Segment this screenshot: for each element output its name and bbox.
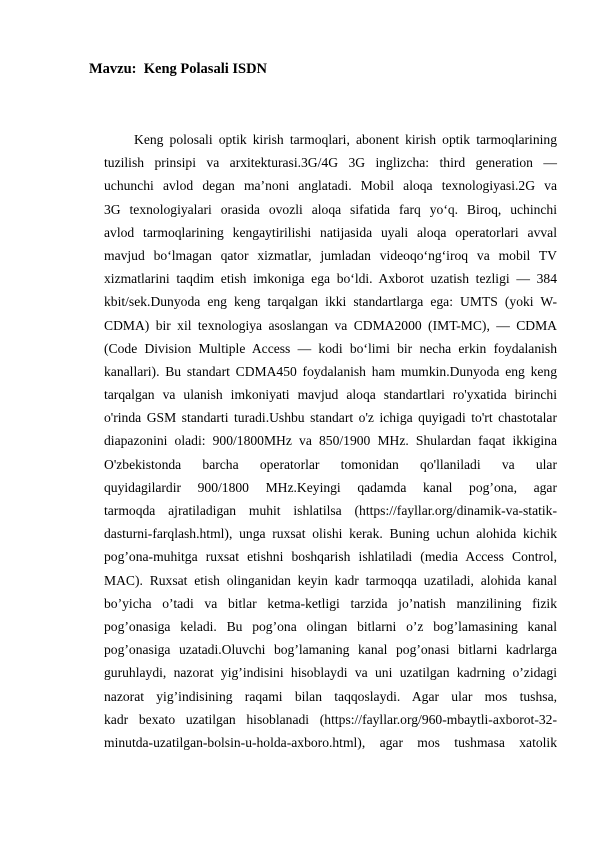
paragraph-line: nazorat yig’indisining raqami bilan taqqoslaydi. Agar ular mos tushsa,	[104, 688, 557, 704]
paragraph-line: pog’onasiga uzatadi.Oluvchi bog’lamaning kanal pog’onasi bitlarni kadrlarga	[104, 642, 557, 658]
paragraph-line: 3G texnologiyalari orasida ovozli aloqa sifatida farq yo‘q. Biroq, uchinchi	[104, 201, 557, 217]
paragraph-line: avlod tarmoqlarining kengaytirilishi natijasida uyali aloqa operatorlari avval	[104, 224, 557, 240]
paragraph-line: tarmoqda ajratiladigan muhit ishlatilsa (https://fayllar.org/dinamik-va-statik-	[104, 503, 557, 518]
paragraph-line: MAC). Ruxsat etish olinganidan keyin kadr tarmoqqa uzatiladi, alohida kanal	[104, 572, 557, 588]
paragraph-line: CDMA) bir xil texnologiya asoslangan va CDMA2000 (IMT-MC), — CDMA	[104, 317, 557, 333]
paragraph-line: (Code Division Multiple Access — kodi bo‘limi bir necha erkin foydalanish	[104, 340, 557, 356]
document-title: Mavzu: Keng Polasali ISDN	[89, 61, 268, 77]
paragraph-line: tuzilish prinsipi va arxitekturasi.3G/4G 3G inglizcha: third generation —	[104, 155, 557, 171]
paragraph-line: dasturni-farqlash.html), unga ruxsat olishi kerak. Buning uchun alohida kichik	[104, 526, 557, 542]
paragraph-line: pog’ona-muhitga ruxsat etishni boshqarish ishlatiladi (media Access Control,	[104, 549, 557, 565]
paragraph-line: kanallari). Bu standart CDMA450 foydalanish ham mumkin.Dunyoda eng keng	[104, 363, 557, 379]
paragraph-line: o'rinda GSM standarti turadi.Ushbu standart o'z ichiga quyigadi to'rt chastotalar	[104, 410, 557, 426]
paragraph-line: kbit/sek.Dunyoda eng keng tarqalgan ikki standartlarga ega: UMTS (yoki W-	[104, 294, 557, 310]
paragraph-line: mavjud bo‘lmagan qator xizmatlar, jumladan videoqo‘ng‘iroq va mobil TV	[104, 247, 557, 263]
paragraph-line: quyidagilardir 900/1800 MHz.Keyingi qadamda kanal pog’ona, agar	[104, 479, 557, 495]
paragraph-line: uchunchi avlod degan ma’noni anglatadi. Mobil aloqa texnologiyasi.2G va	[104, 178, 557, 194]
paragraph-line: xizmatlarini taqdim etish imkoniga ega bo‘ldi. Axborot uzatish tezligi — 384	[104, 271, 557, 287]
body-paragraph	[104, 128, 557, 754]
paragraph-line: guruhlaydi, nazorat yig’indisini hisoblaydi va uni uzatilgan kadrning o’zidagi	[104, 665, 557, 681]
paragraph-line: bo’yicha o’tadi va bitlar ketma-ketligi tarzida jo’natish manzilining fizik	[104, 595, 557, 611]
paragraph-line: Keng polosali optik kirish tarmoqlari, abonent kirish optik tarmoqlarining	[134, 132, 557, 147]
paragraph-line: diapazonini oladi: 900/1800MHz va 850/1900 MHz. Shulardan faqat ikkigina	[104, 433, 557, 449]
paragraph-line: pog’onasiga keladi. Bu pog’ona olingan bitlarni o’z bog’lamasining kanal	[104, 618, 557, 634]
paragraph-line: minutda-uzatilgan-bolsin-u-holda-axboro.html), agar mos tushmasa xatolik	[104, 734, 557, 750]
paragraph-line: O'zbekistonda barcha operatorlar tomonidan qo'llaniladi va ular	[104, 456, 557, 472]
paragraph-line: tarqalgan va ulanish imkoniyati mavjud aloqa standartlari ro'yxatida birinchi	[104, 387, 557, 403]
paragraph-line: kadr bexato uzatilgan hisoblanadi (https://fayllar.org/960-mbaytli-axborot-32-	[104, 711, 557, 727]
